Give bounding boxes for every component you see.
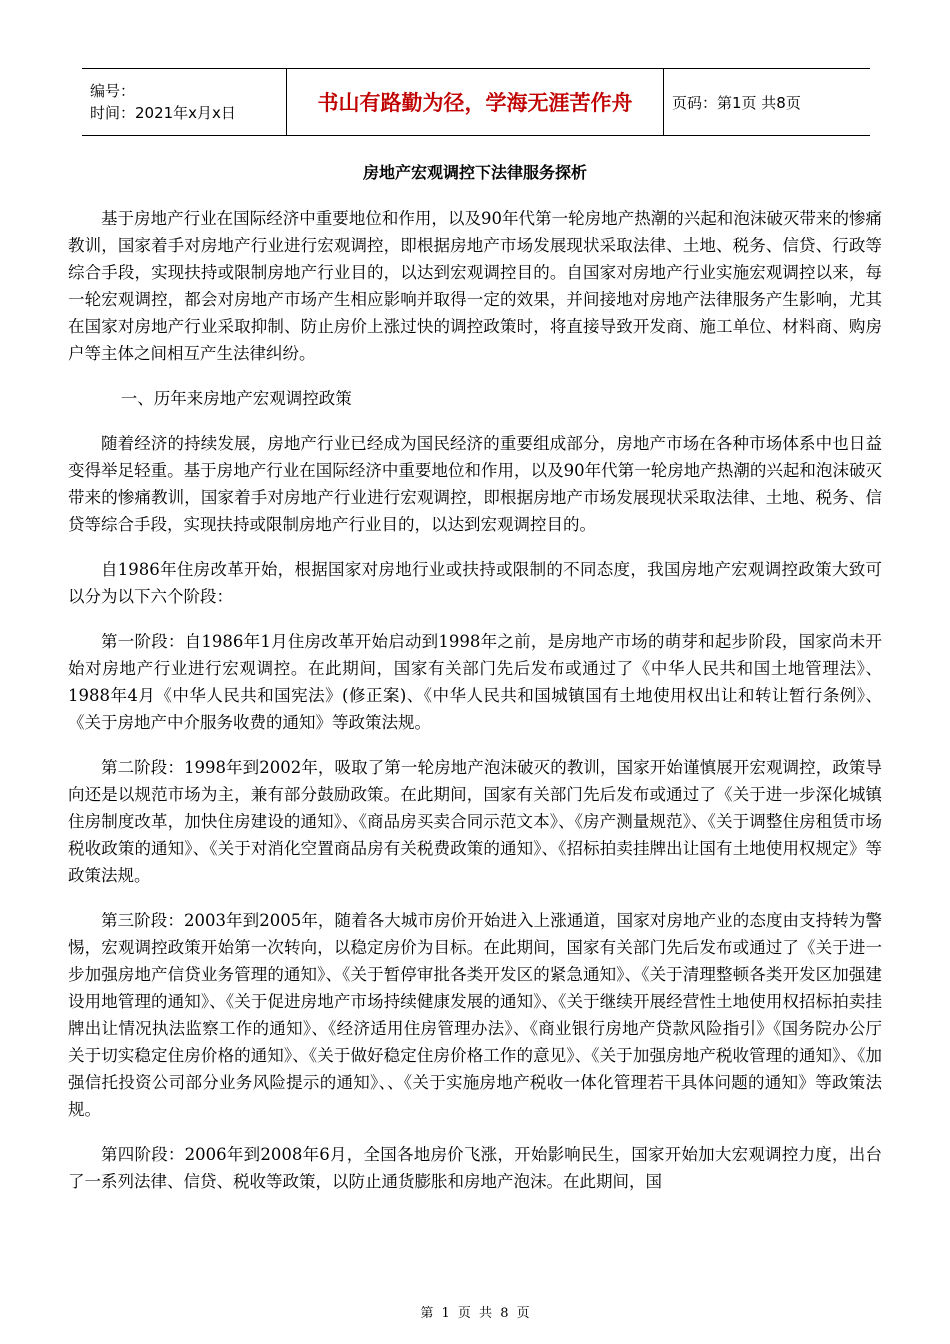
paragraph: 第四阶段：2006年到2008年6月，全国各地房价飞涨，开始影响民生，国家开始加大宏观调控力度，出台了一系列法律、信贷、税收等政策，以防止通货膨胀和房地产泡沫。在此期间，国 (68, 1145, 882, 1191)
paragraph: 第三阶段：2003年到2005年，随着各大城市房价开始进入上涨通道，国家对房地产业的态度由支持转为警惕，宏观调控政策开始第一次转向，以稳定房价为目标。在此期间，国家有关部门先后发布或通过了《关于进一步加强房地产信贷业务管理的通知》、《关于暂停审批各类开发区的紧急通知》、《关于清理整顿各类开发区加强建设用地管理的通知》、《关于促进房地产市场持续健康发展的通知》、《关于继续开展经营性土地使用权招标拍卖挂牌出让情况执法监察工作的通知》、《经济适用住房管理办法》、《商业银行房地产贷款风险指引》《国务院办公厅关于切实稳定住房价格的通知》、《关于做好稳定住房价格工作的意见》、《关于加强房地产税收管理的通知》、《加强信托投资公司部分业务风险提示的通知》、、《关于实施房地产税收一体化管理若干具体问题的通知》等政策法规。 (68, 911, 882, 1119)
paragraph: 第二阶段：1998年到2002年，吸取了第一轮房地产泡沫破灭的教训，国家开始谨慎展开宏观调控，政策导向还是以规范市场为主，兼有部分鼓励政策。在此期间，国家有关部门先后发布或通过了《关于进一步深化城镇住房制度改革，加快住房建设的通知》、《商品房买卖合同示范文本》、《房产测量规范》、《关于调整住房租赁市场税收政策的通知》、《关于对消化空置商品房有关税费政策的通知》、《招标拍卖挂牌出让国有土地使用权规定》等政策法规。 (68, 758, 882, 885)
header-meta (82, 69, 287, 136)
paragraph: 随着经济的持续发展，房地产行业已经成为国民经济的重要组成部分，房地产市场在各种市场体系中也日益变得举足轻重。基于房地产行业在国际经济中重要地位和作用，以及90年代第一轮房地产热潮的兴起和泡沫破灭带来的惨痛教训，国家着手对房地产行业进行宏观调控，即根据房地产市场发展现状采取法律、土地、税务、信贷等综合手段，实现扶持或限制房地产行业目的，以达到宏观调控目的。 (68, 434, 882, 534)
document-title: 房地产宏观调控下法律服务探析 (362, 163, 587, 182)
page-code: 页码：第1页 共8页 (664, 69, 871, 136)
motto: 书山有路勤为径，学海无涯苦作舟 (287, 69, 664, 136)
time-label: 时间：2021年x月x日 (90, 104, 236, 122)
document-body (68, 205, 882, 1213)
number-label: 编号： (90, 82, 136, 100)
paragraph: 自1986年住房改革开始，根据国家对房地行业或扶持或限制的不同态度，我国房地产宏观调控政策大致可以分为以下六个阶段： (68, 560, 882, 606)
header-table (82, 68, 870, 136)
paragraph: 第一阶段：自1986年1月住房改革开始启动到1998年之前，是房地产市场的萌芽和起步阶段，国家尚未开始对房地产行业进行宏观调控。在此期间，国家有关部门先后发布或通过了《中华人民共和国土地管理法》、1988年4月《中华人民共和国宪法》(修正案)、《中华人民共和国城镇国有土地使用权出让和转让暂行条例》、《关于房地产中介服务收费的通知》等政策法规。 (68, 632, 882, 732)
paragraph: 基于房地产行业在国际经济中重要地位和作用，以及90年代第一轮房地产热潮的兴起和泡沫破灭带来的惨痛教训，国家着手对房地产行业进行宏观调控，即根据房地产市场发展现状采取法律、土地、税务、信贷、行政等综合手段，实现扶持或限制房地产行业目的，以达到宏观调控目的。自国家对房地产行业实施宏观调控以来，每一轮宏观调控，都会对房地产市场产生相应影响并取得一定的效果，并间接地对房地产法律服务产生影响，尤其在国家对房地产行业采取抑制、防止房价上涨过快的调控政策时，将直接导致开发商、施工单位、材料商、购房户等主体之间相互产生法律纠纷。 (68, 209, 882, 363)
page-footer: 第 1 页 共 8 页 (420, 1306, 530, 1321)
section-heading: 一、历年来房地产宏观调控政策 (120, 389, 352, 408)
